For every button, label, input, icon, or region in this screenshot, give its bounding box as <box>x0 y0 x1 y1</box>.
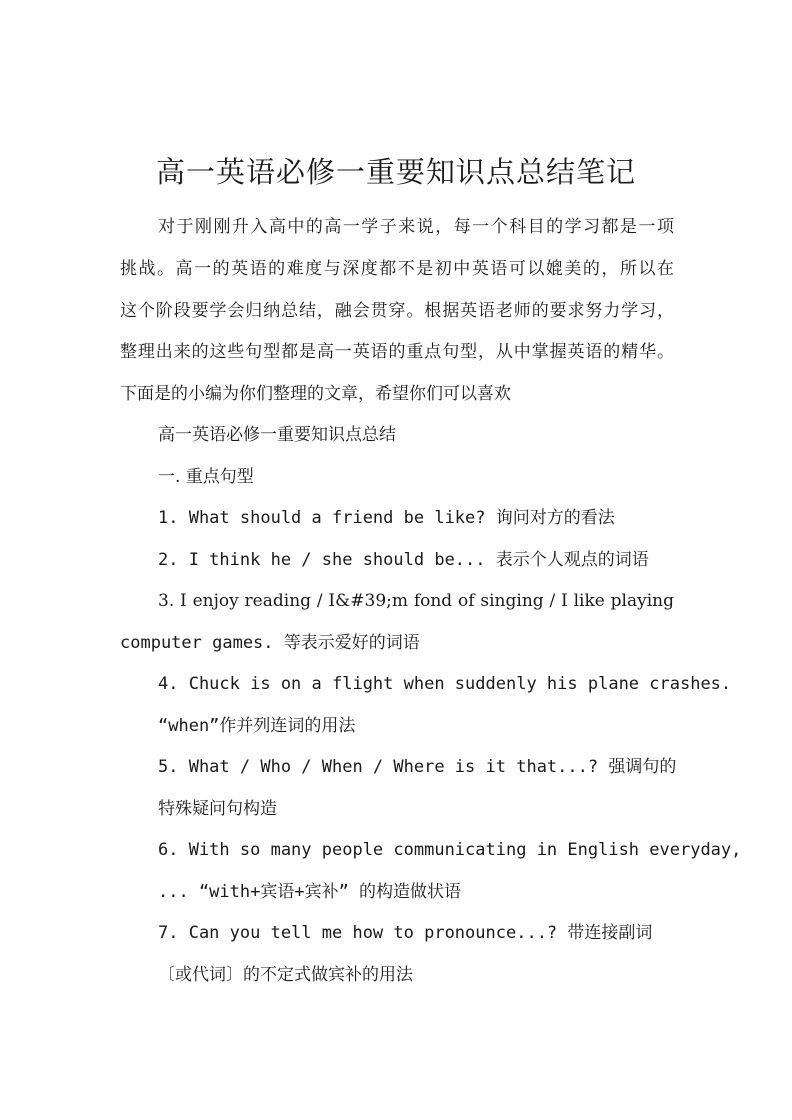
item-6-line-1: 6. With so many people communicating in English everyday, <box>158 840 742 860</box>
intro-line-2: 挑战。高一的英语的难度与深度都不是初中英语可以媲美的，所以在 <box>120 259 674 279</box>
intro-line-1: 对于刚刚升入高中的高一学子来说，每一个科目的学习都是一项 <box>158 217 674 237</box>
item-3-line-1: 3. I enjoy reading / I&#39;m fond of singing / I like playing <box>158 591 674 611</box>
subsection-heading: 一. 重点句型 <box>158 467 254 487</box>
intro-line-4: 整理出来的这些句型都是高一英语的重点句型，从中掌握英语的精华。 <box>120 342 674 362</box>
intro-line-5: 下面是的小编为你们整理的文章，希望你们可以喜欢 <box>120 384 511 404</box>
item-7-line-2: 〔或代词〕的不定式做宾补的用法 <box>158 965 413 985</box>
section-heading: 高一英语必修一重要知识点总结 <box>158 425 396 445</box>
item-2-line-1: 2. I think he / she should be... 表示个人观点的词语 <box>158 550 649 570</box>
item-6-line-2: ... “with+宾语+宾补” 的构造做状语 <box>158 882 462 902</box>
item-4-line-2: “when”作并列连词的用法 <box>158 716 356 736</box>
item-5-line-2: 特殊疑问句构造 <box>158 799 277 819</box>
item-5-line-1: 5. What / Who / When / Where is it that...? 强调句的 <box>158 757 677 777</box>
intro-line-3: 这个阶段要学会归纳总结，融会贯穿。根据英语老师的要求努力学习， <box>120 301 674 321</box>
item-7-line-1: 7. Can you tell me how to pronounce...? 带连接副词 <box>158 923 653 943</box>
document-title: 高一英语必修一重要知识点总结笔记 <box>155 155 636 189</box>
item-4-line-1: 4. Chuck is on a flight when suddenly his plane crashes. <box>158 674 732 694</box>
item-3-line-2: computer games. 等表示爱好的词语 <box>120 633 420 653</box>
item-1-line-1: 1. What should a friend be like? 询问对方的看法 <box>158 508 615 528</box>
